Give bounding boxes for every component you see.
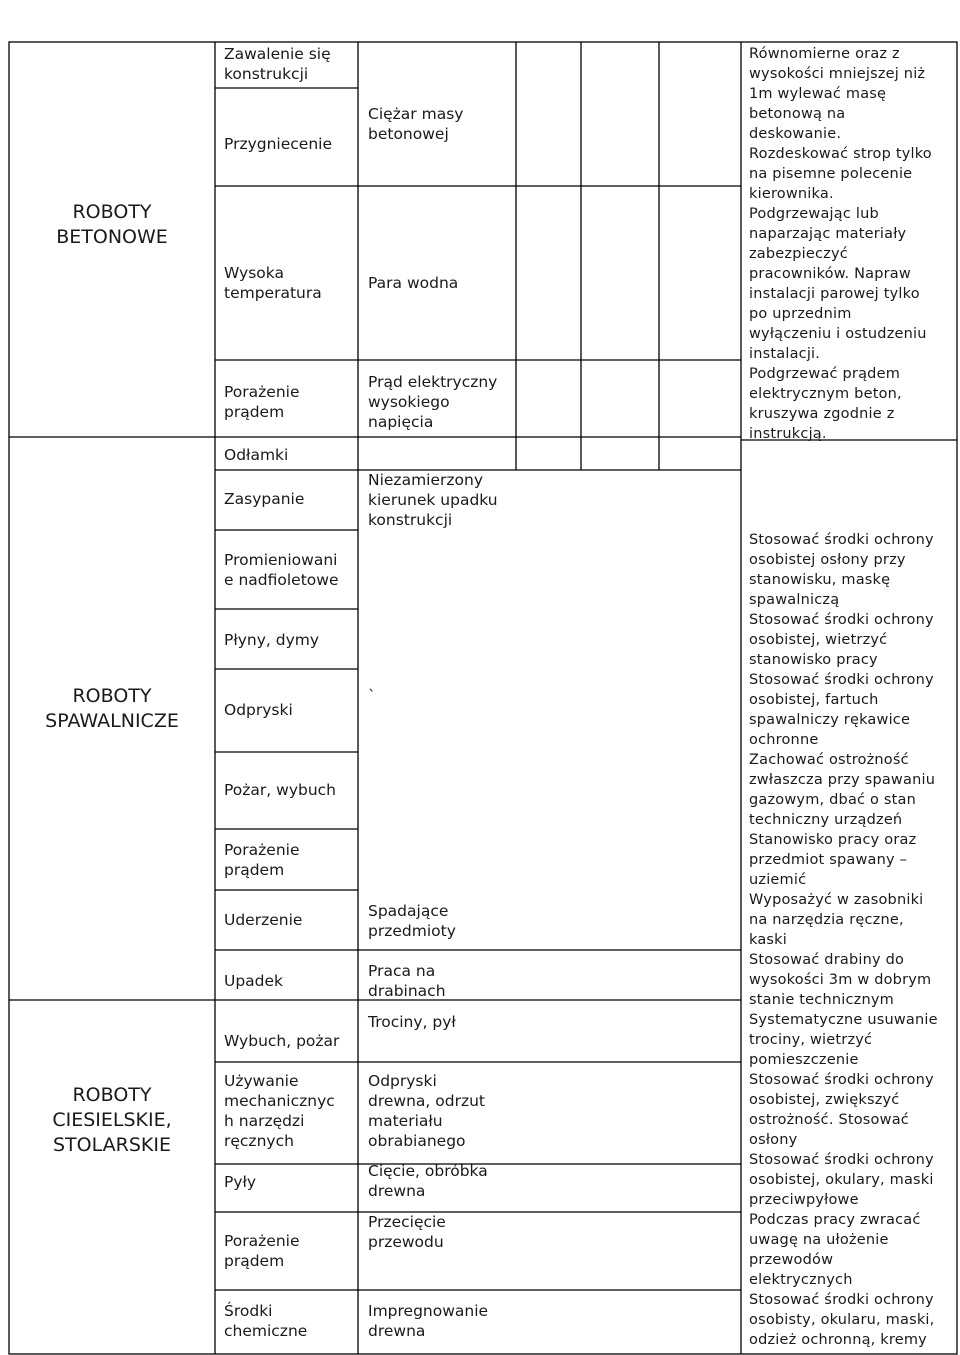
hazard-cell: Porażenie prądem bbox=[224, 841, 300, 879]
hazard-cell: Płyny, dymy bbox=[224, 631, 320, 649]
hazard-cell: Używanie mechanicznyc h narzędzi ręcznych bbox=[224, 1072, 335, 1150]
hazard-cell: Wybuch, pożar bbox=[224, 1032, 340, 1050]
source-cell: Prąd elektryczny wysokiego napięcia bbox=[368, 373, 498, 431]
category-carpentry: ROBOTY CIESIELSKIE, STOLARSKIE bbox=[52, 1084, 172, 1156]
source-cell: Ciężar masy betonowej bbox=[368, 105, 464, 143]
source-cell: ` bbox=[368, 687, 376, 705]
hazard-cell: Odłamki bbox=[224, 446, 289, 464]
measures-welding-carpentry: Stosować środki ochrony osobistej osłony przy stanowisku, maskę spawalniczą Stosować środki ochrony osobistej, wietrzyć stanowisko pracy Stosować środki ochrony osobistej, fartuch spawalniczy rękawice ochronne Zachować ostrożność zwłaszcza przy spawaniu gazowym, dbać o stan techniczny urządzeń Stanowisko pracy oraz przedmiot spawany – uziemić Wyposażyć w zasobniki na narzędzia ręczne, kaski Stosować drabiny do wysokości 3m w dobrym stanie technicznym Systematyczne usuwanie trociny, wietrzyć pomieszczenie Stosować środki ochrony osobistej, zwiększyć ostrożność. Stosować osłony Stosować środki ochrony osobistej, okulary, maski przeciwpyłowe Podczas pracy zwracać uwagę na ułożenie przewodów elektrycznych Stosować środki ochrony osobisty, okularu, maski, odzież ochronną, kremy bbox=[749, 532, 938, 1348]
source-cell: Odpryski drewna, odrzut materiału obrabianego bbox=[368, 1072, 485, 1150]
hazard-cell: Upadek bbox=[224, 972, 284, 990]
hazard-cell: Porażenie prądem bbox=[224, 383, 300, 421]
source-cell: Trociny, pył bbox=[368, 1013, 456, 1031]
hazard-cell: Środki chemiczne bbox=[224, 1302, 308, 1340]
hazard-cell: Promieniowani e nadfioletowe bbox=[224, 551, 339, 589]
hazard-cell: Pyły bbox=[224, 1173, 257, 1191]
source-cell: Przecięcie przewodu bbox=[368, 1213, 446, 1251]
measures-concrete: Równomierne oraz z wysokości mniejszej niż 1m wylewać masę betonową na deskowanie. Rozdeskować strop tylko na pisemne polecenie kierownika. Podgrzewając lub naparzając materiały zabezpieczyć pracowników. Napraw instalacji parowej tylko po uprzednim wyłączeniu i ostudzeniu instalacji. Podgrzewać prądem elektrycznym beton, kruszywa zgodnie z instrukcją. bbox=[749, 46, 932, 442]
hazard-cell: Pożar, wybuch bbox=[224, 781, 336, 799]
hazard-cell: Odpryski bbox=[224, 701, 293, 719]
source-cell: Cięcie, obróbka drewna bbox=[368, 1162, 488, 1200]
hazard-cell: Wysoka temperatura bbox=[224, 264, 322, 302]
source-cell: Spadające przedmioty bbox=[368, 902, 456, 940]
source-cell: Impregnowanie drewna bbox=[368, 1302, 489, 1340]
category-welding: ROBOTY SPAWALNICZE bbox=[45, 685, 179, 732]
hazard-cell: Porażenie prądem bbox=[224, 1232, 300, 1270]
source-cell: Niezamierzony kierunek upadku konstrukcji bbox=[368, 471, 498, 529]
hazard-cell: Zasypanie bbox=[224, 490, 305, 508]
hazard-cell: Uderzenie bbox=[224, 911, 303, 929]
source-cell: Praca na drabinach bbox=[368, 962, 446, 1000]
source-cell: Para wodna bbox=[368, 274, 459, 292]
category-concrete: ROBOTY BETONOWE bbox=[56, 201, 168, 248]
hazard-cell: Zawalenie się konstrukcji bbox=[224, 45, 331, 83]
hazard-cell: Przygniecenie bbox=[224, 135, 332, 153]
